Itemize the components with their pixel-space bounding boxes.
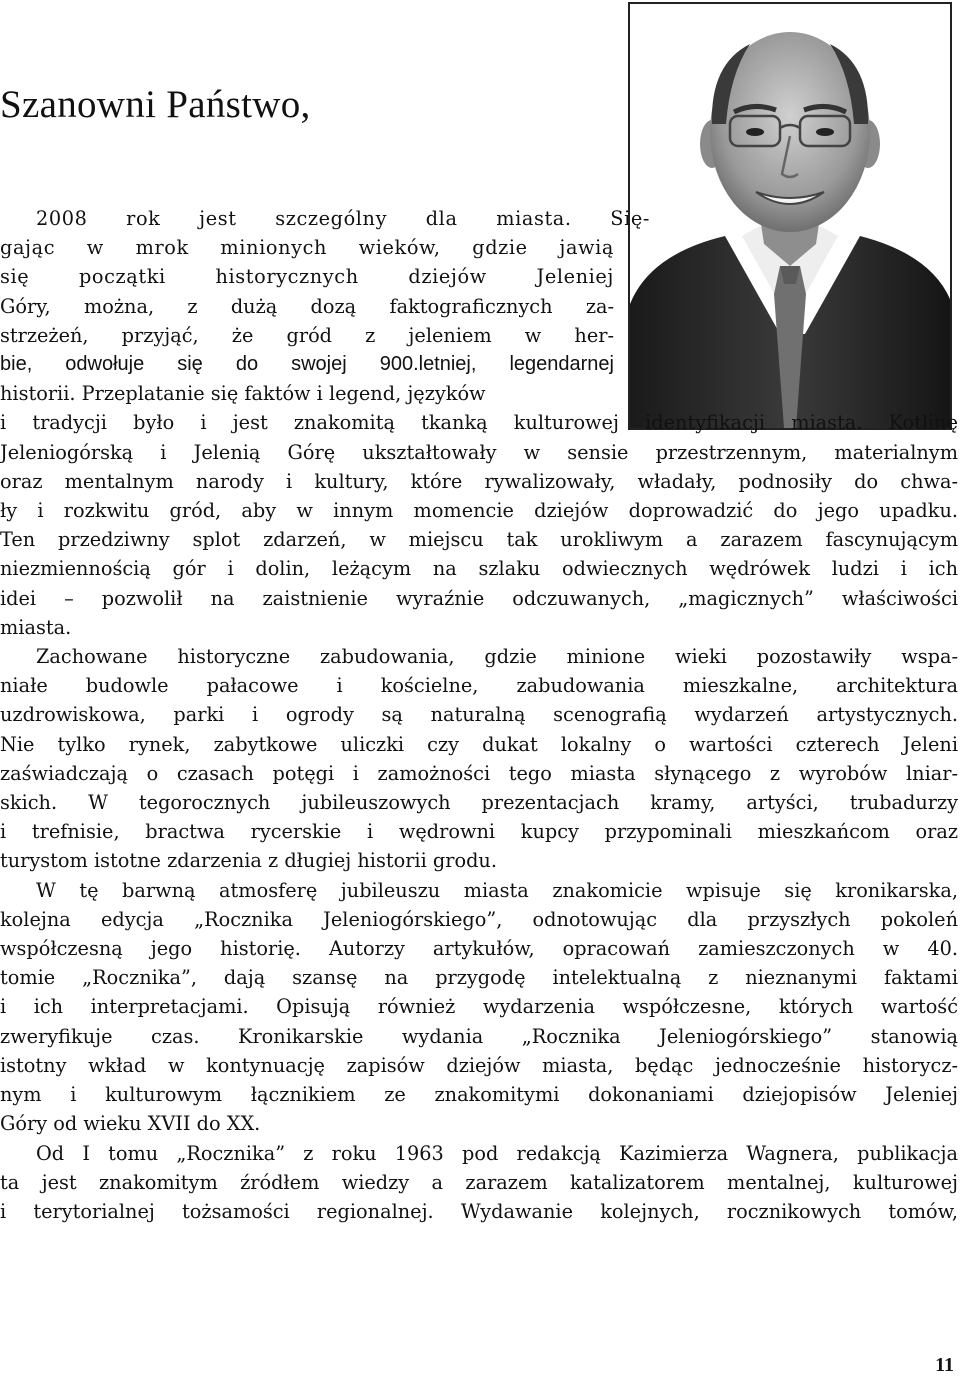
text-line: nym i kulturowym łącznikiem ze znakomitymi dokonaniami dziejopisów Jeleniej xyxy=(0,1083,958,1107)
text-line: Góry, można, z dużą dozą faktograficznych za- xyxy=(0,294,614,318)
text-line: niezmiennością gór i dolin, leżącym na szlaku odwiecznych wędrówek ludzi i ich xyxy=(0,557,958,581)
text-line: ta jest znakomitym źródłem wiedzy a zarazem katalizatorem mentalnej, kulturowej xyxy=(0,1170,958,1194)
text-line: kolejna edycja „Rocznika Jeleniogórskiego”, odnotowując dla przyszłych pokoleń xyxy=(0,907,958,931)
text-line: Góry od wieku XVII do XX. xyxy=(0,1112,261,1136)
text-line: Nie tylko rynek, zabytkowe uliczki czy dukat lokalny o wartości czterech Jeleni xyxy=(0,732,958,756)
text-line: i ich interpretacjami. Opisują również wydarzenia współczesne, których wartość xyxy=(0,995,958,1019)
text-line: tomie „Rocznika”, dają szansę na przygodę intelektualną z nieznanymi faktami xyxy=(0,966,958,990)
text-line: miasta. xyxy=(0,615,72,639)
text-line: turystom istotne zdarzenia z długiej historii grodu. xyxy=(0,849,497,873)
text-line: oraz mentalnym narody i kultury, które rywalizowały, władały, podnosiły do chwa- xyxy=(0,469,958,493)
text-line: i tradycji było i jest znakomitą tkanką kulturowej identyfikacji miasta. Kotlinę xyxy=(0,411,958,435)
text-line: Od I tomu „Rocznika” z roku 1963 pod redakcją Kazimierza Wagnera, publikacja xyxy=(36,1141,958,1165)
text-line: Jeleniogórską i Jelenią Górę ukształtowały w sensie przestrzennym, materialnym xyxy=(0,440,958,464)
text-line: zweryfikuje czas. Kronikarskie wydania „Rocznika Jeleniogórskiego” stanowią xyxy=(0,1024,958,1048)
text-line: się początki historycznych dziejów Jeleniej xyxy=(0,265,614,289)
text-line: istotny wkład w kontynuację zapisów dziejów miasta, będąc jednocześnie historycz- xyxy=(0,1053,958,1077)
text-line: bie, odwołuje się do swojej 900.letniej, legendarnej xyxy=(0,353,614,376)
text-line: ły i rozkwitu gród, aby w innym momencie dziejów doprowadzić do jego upadku. xyxy=(0,499,958,523)
text-line: historii. Przeplatanie się faktów i legend, języków xyxy=(0,382,486,406)
text-line: i terytorialnej tożsamości regionalnej. Wydawanie kolejnych, rocznikowych tomów, xyxy=(0,1199,958,1223)
text-line: idei – pozwolił na zaistnienie wyraźnie odczuwanych, „magicznych” właściwości xyxy=(0,586,958,610)
page-heading: Szanowni Państwo, xyxy=(0,83,311,126)
text-line: skich. W tegorocznych jubileuszowych prezentacjach kramy, artyści, trubadurzy xyxy=(0,791,958,815)
text-line: Zachowane historyczne zabudowania, gdzie minione wieki pozostawiły wspa- xyxy=(36,645,958,669)
page-number: 11 xyxy=(935,1354,954,1376)
text-line: i trefnisie, bractwa rycerskie i wędrowni kupcy przypominali mieszkańcom oraz xyxy=(0,820,958,844)
text-line: Ten przedziwny splot zdarzeń, w miejscu tak urokliwym a zarazem fascynującym xyxy=(0,528,958,552)
text-line: zaświadczają o czasach potęgi i zamożności tego miasta słynącego z wyrobów lniar- xyxy=(0,761,958,785)
text-line: gając w mrok minionych wieków, gdzie jawią xyxy=(0,236,614,260)
letter-body xyxy=(0,204,958,1226)
text-line: W tę barwną atmosferę jubileuszu miasta znakomicie wpisuje się kronikarska, xyxy=(36,878,958,902)
text-line: uzdrowiskowa, parki i ogrody są naturalną scenografią wydarzeń artystycznych. xyxy=(0,703,958,727)
text-line: 2008 rok jest szczególny dla miasta. Się- xyxy=(36,207,650,230)
text-line: strzeżeń, przyjąć, że gród z jeleniem w her- xyxy=(0,323,614,347)
text-line: współczesną jego historię. Autorzy artykułów, opracowań zamieszczonych w 40. xyxy=(0,937,958,961)
text-line: niałe budowle pałacowe i kościelne, zabudowania mieszkalne, architektura xyxy=(0,674,958,698)
